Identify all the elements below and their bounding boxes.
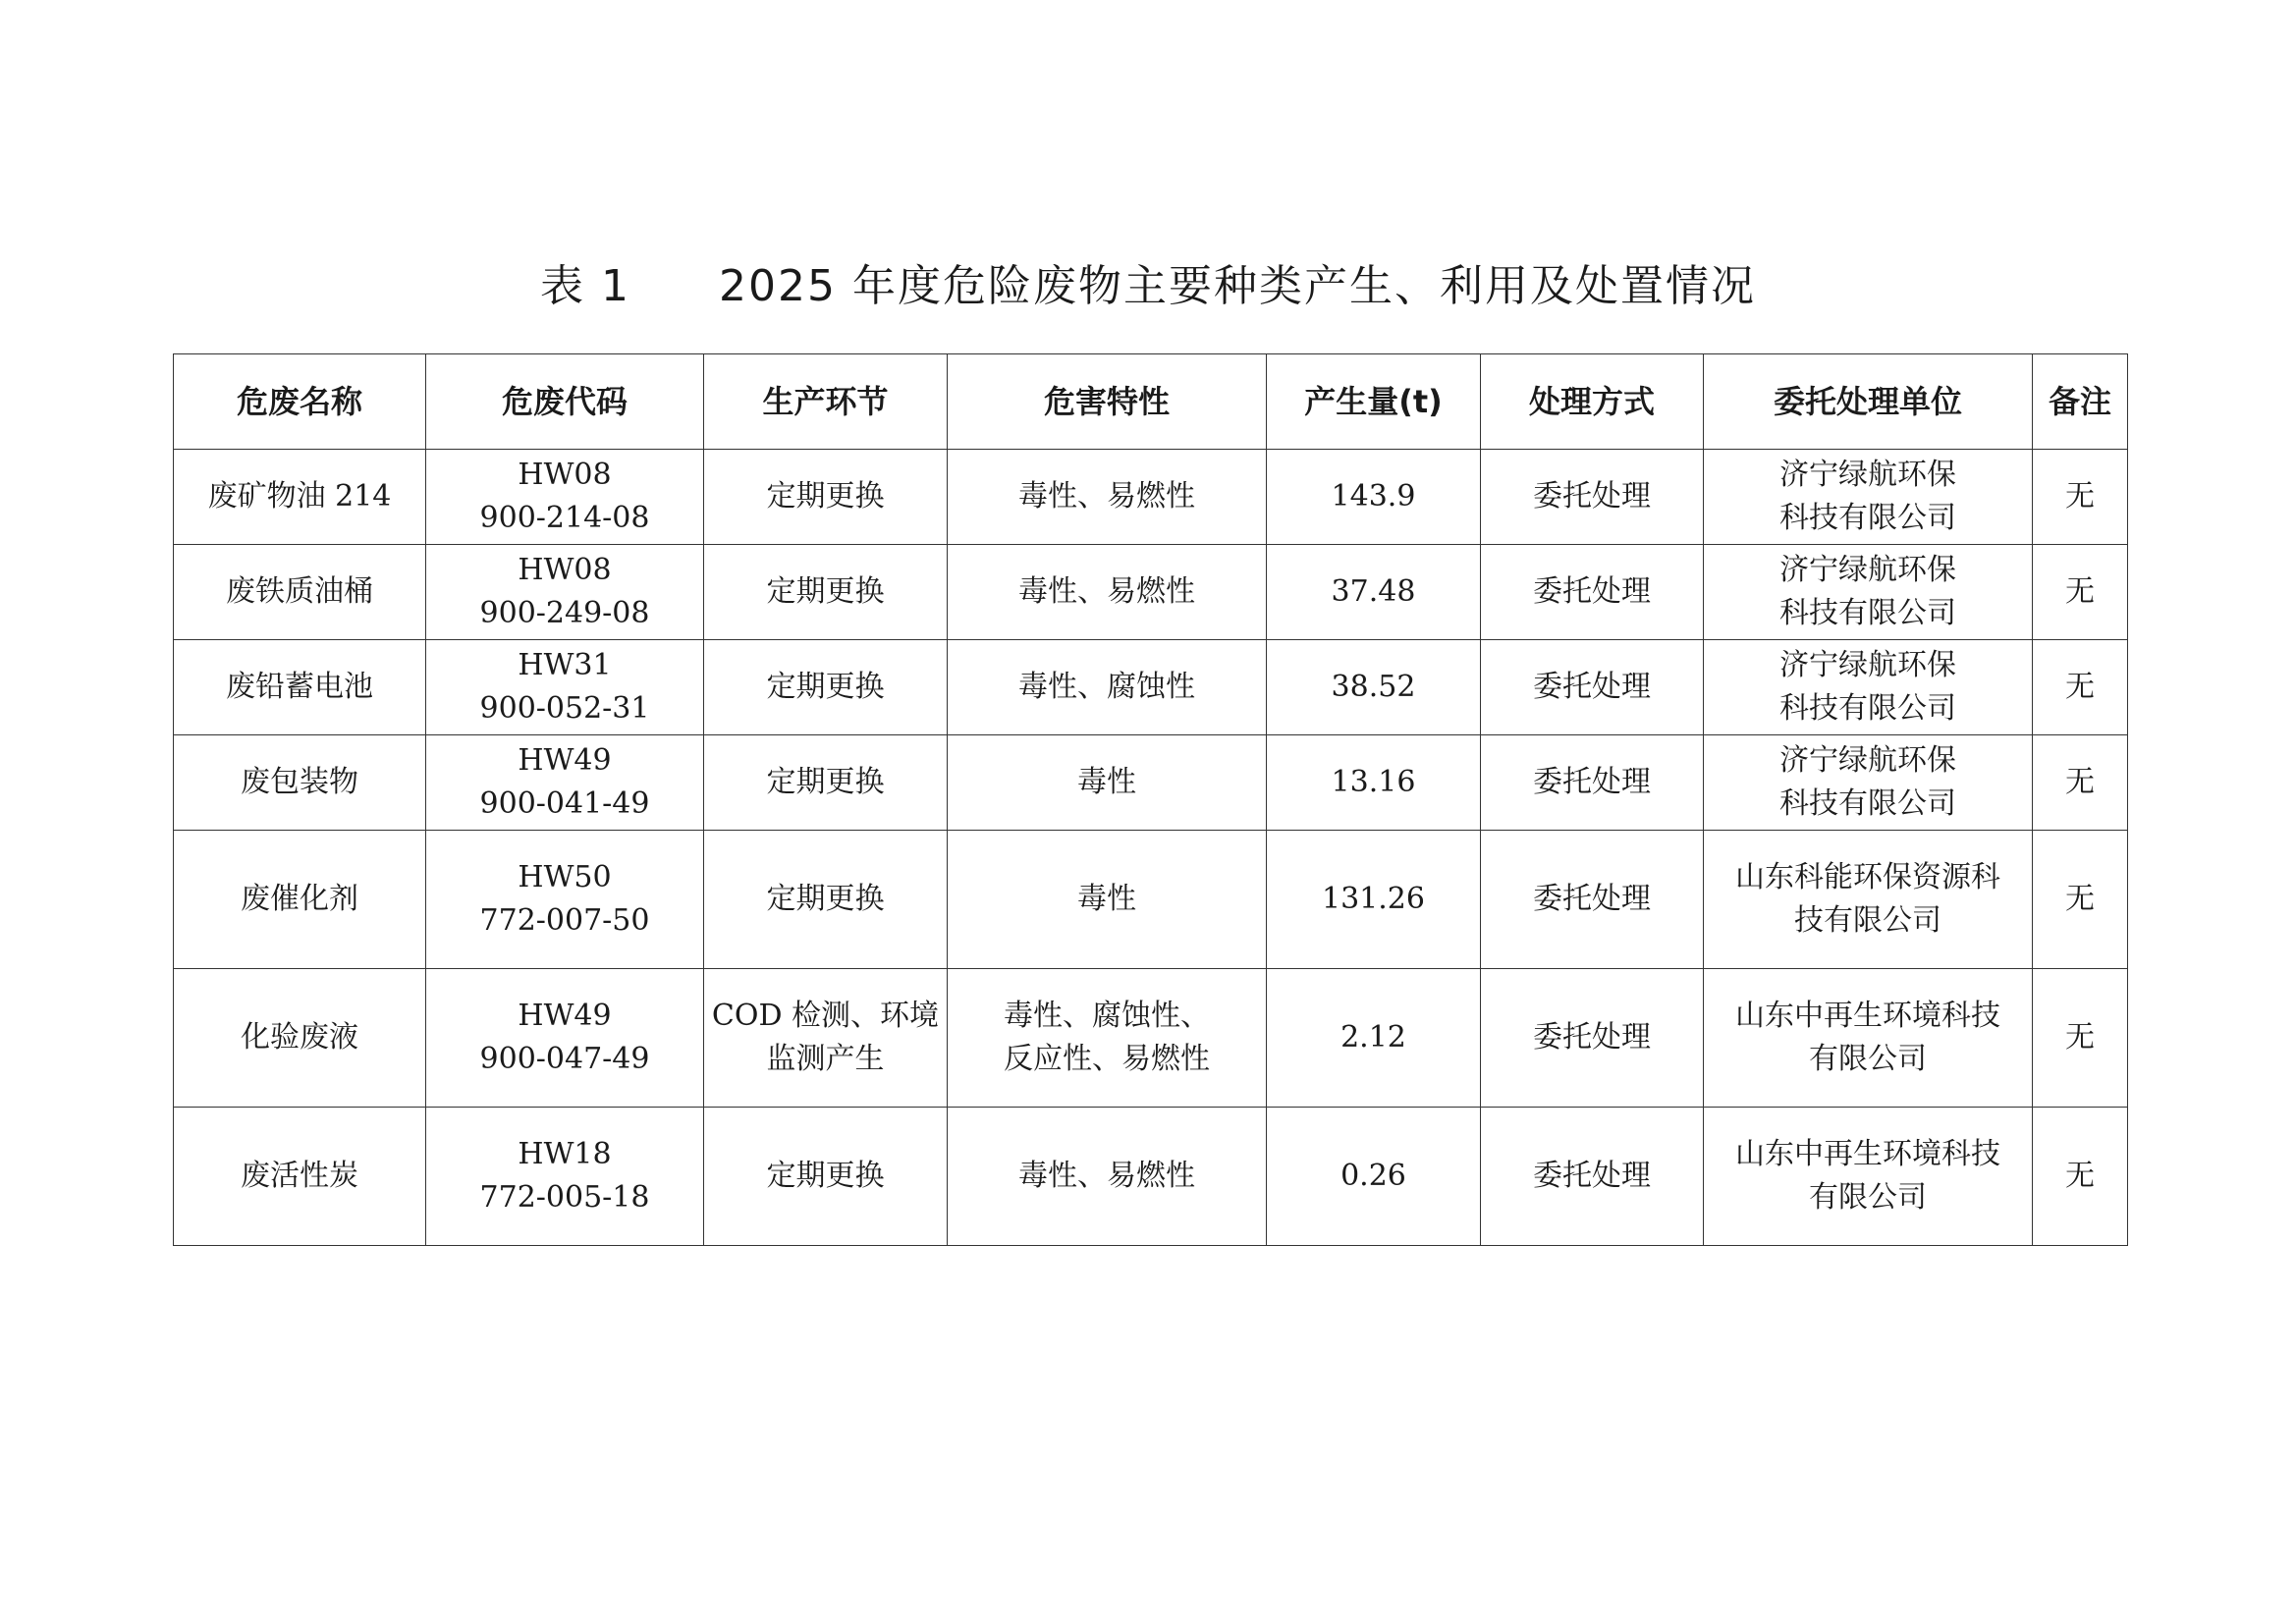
cell-waste-name: 废铅蓄电池	[174, 640, 426, 735]
table-header-row	[174, 354, 2128, 450]
cell-amount: 0.26	[1267, 1108, 1481, 1246]
cell-hazard-property: 毒性、易燃性	[948, 545, 1267, 640]
cell-production-stage: 定期更换	[704, 545, 948, 640]
cell-waste-code: HW31 900-052-31	[426, 640, 704, 735]
table-row	[174, 969, 2128, 1108]
cell-disposal-unit: 山东中再生环境科技 有限公司	[1704, 1108, 2033, 1246]
hazardous-waste-table	[173, 353, 2128, 1246]
table-row	[174, 1108, 2128, 1246]
header-note: 备注	[2033, 354, 2128, 450]
table-number: 表 1	[540, 261, 630, 311]
table-title-text: 2025 年度危险废物主要种类产生、利用及处置情况	[719, 261, 1756, 311]
table-row	[174, 545, 2128, 640]
cell-note: 无	[2033, 545, 2128, 640]
cell-hazard-property: 毒性	[948, 831, 1267, 969]
cell-production-stage: 定期更换	[704, 831, 948, 969]
cell-note: 无	[2033, 969, 2128, 1108]
table-row	[174, 640, 2128, 735]
cell-waste-name: 废矿物油 214	[174, 450, 426, 545]
cell-waste-code: HW49 900-047-49	[426, 969, 704, 1108]
cell-waste-name: 废铁质油桶	[174, 545, 426, 640]
cell-note: 无	[2033, 1108, 2128, 1246]
cell-production-stage: 定期更换	[704, 735, 948, 831]
cell-note: 无	[2033, 450, 2128, 545]
cell-disposal-unit: 济宁绿航环保 科技有限公司	[1704, 640, 2033, 735]
cell-hazard-property: 毒性、腐蚀性、 反应性、易燃性	[948, 969, 1267, 1108]
cell-hazard-property: 毒性、腐蚀性	[948, 640, 1267, 735]
cell-waste-code: HW50 772-007-50	[426, 831, 704, 969]
cell-waste-code: HW08 900-249-08	[426, 545, 704, 640]
cell-amount: 13.16	[1267, 735, 1481, 831]
cell-amount: 143.9	[1267, 450, 1481, 545]
cell-note: 无	[2033, 640, 2128, 735]
header-disposal-method: 处理方式	[1481, 354, 1704, 450]
table-row	[174, 450, 2128, 545]
cell-hazard-property: 毒性、易燃性	[948, 450, 1267, 545]
cell-disposal-unit: 济宁绿航环保 科技有限公司	[1704, 450, 2033, 545]
header-waste-code: 危废代码	[426, 354, 704, 450]
cell-waste-code: HW08 900-214-08	[426, 450, 704, 545]
cell-disposal-unit: 济宁绿航环保 科技有限公司	[1704, 735, 2033, 831]
cell-disposal-method: 委托处理	[1481, 1108, 1704, 1246]
cell-disposal-method: 委托处理	[1481, 831, 1704, 969]
table-row	[174, 831, 2128, 969]
cell-hazard-property: 毒性、易燃性	[948, 1108, 1267, 1246]
header-production-stage: 生产环节	[704, 354, 948, 450]
table-row	[174, 735, 2128, 831]
header-amount: 产生量(t)	[1267, 354, 1481, 450]
cell-production-stage: 定期更换	[704, 1108, 948, 1246]
cell-amount: 37.48	[1267, 545, 1481, 640]
cell-production-stage: COD 检测、环境 监测产生	[704, 969, 948, 1108]
cell-disposal-unit: 济宁绿航环保 科技有限公司	[1704, 545, 2033, 640]
cell-hazard-property: 毒性	[948, 735, 1267, 831]
cell-disposal-method: 委托处理	[1481, 545, 1704, 640]
cell-disposal-method: 委托处理	[1481, 735, 1704, 831]
cell-waste-code: HW18 772-005-18	[426, 1108, 704, 1246]
cell-waste-code: HW49 900-041-49	[426, 735, 704, 831]
cell-waste-name: 废活性炭	[174, 1108, 426, 1246]
cell-production-stage: 定期更换	[704, 450, 948, 545]
page-title	[0, 257, 2296, 316]
cell-disposal-method: 委托处理	[1481, 450, 1704, 545]
cell-amount: 38.52	[1267, 640, 1481, 735]
header-waste-name: 危废名称	[174, 354, 426, 450]
cell-disposal-method: 委托处理	[1481, 969, 1704, 1108]
cell-disposal-unit: 山东中再生环境科技 有限公司	[1704, 969, 2033, 1108]
cell-production-stage: 定期更换	[704, 640, 948, 735]
header-hazard-property: 危害特性	[948, 354, 1267, 450]
cell-waste-name: 化验废液	[174, 969, 426, 1108]
cell-waste-name: 废包装物	[174, 735, 426, 831]
cell-note: 无	[2033, 735, 2128, 831]
cell-disposal-unit: 山东科能环保资源科 技有限公司	[1704, 831, 2033, 969]
header-disposal-unit: 委托处理单位	[1704, 354, 2033, 450]
cell-disposal-method: 委托处理	[1481, 640, 1704, 735]
cell-waste-name: 废催化剂	[174, 831, 426, 969]
cell-note: 无	[2033, 831, 2128, 969]
cell-amount: 2.12	[1267, 969, 1481, 1108]
cell-amount: 131.26	[1267, 831, 1481, 969]
